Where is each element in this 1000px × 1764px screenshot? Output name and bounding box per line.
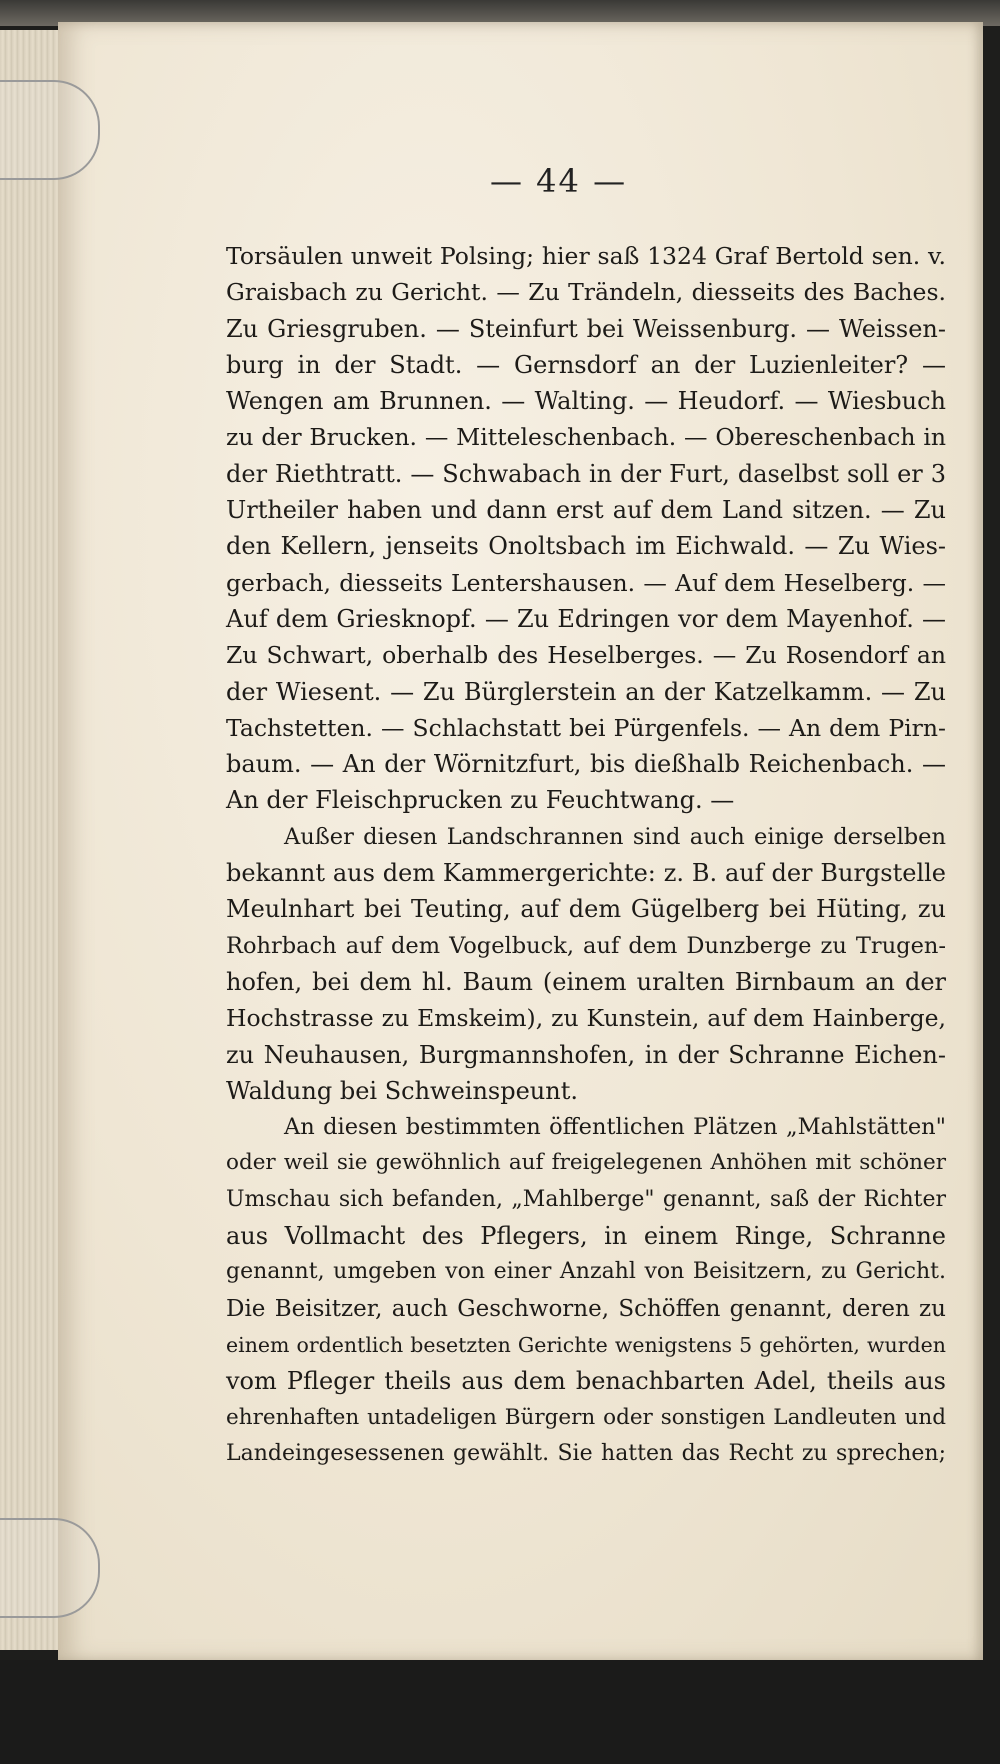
- text-line: hofen, bei dem hl. Baum (einem uralten Birnbaum an der: [226, 967, 946, 996]
- text-line: genannt, umgeben von einer Anzahl von Beisitzern, zu Gericht.: [226, 1259, 946, 1285]
- text-line: zu Neuhausen, Burgmannshofen, in der Schranne Eichen-: [226, 1040, 946, 1069]
- text-line: der Riethtratt. — Schwabach in der Furt, daselbst soll er 3: [226, 459, 946, 488]
- text-line: den Kellern, jenseits Onoltsbach im Eichwald. — Zu Wies-: [226, 532, 946, 561]
- text-line: Auf dem Griesknopf. — Zu Edringen vor dem Mayenhof. —: [226, 604, 946, 633]
- text-line: der Wiesent. — Zu Bürglerstein an der Katzelkamm. — Zu: [226, 677, 946, 706]
- page-number: — 44 —: [490, 162, 628, 200]
- bottom-edge-shadow: [0, 1660, 1000, 1764]
- text-line: Tachstetten. — Schlachstatt bei Pürgenfels. — An dem Pirn-: [226, 713, 946, 742]
- text-line: Urtheiler haben und dann erst auf dem Land sitzen. — Zu: [226, 496, 946, 525]
- text-line: Umschau sich befanden, „Mahlberge" genannt, saß der Richter: [226, 1186, 946, 1212]
- text-line: Graisbach zu Gericht. — Zu Trändeln, diesseits des Baches.: [226, 278, 946, 307]
- text-line: Hochstrasse zu Emskeim), zu Kunstein, auf dem Hainberge,: [226, 1004, 946, 1033]
- text-line: An diesen bestimmten öffentlichen Plätzen „Mahlstätten": [284, 1114, 946, 1141]
- text-line: vom Pfleger theils aus dem benachbarten Adel, theils aus: [226, 1367, 946, 1396]
- text-line: bekannt aus dem Kammergerichte: z. B. auf der Burgstelle: [226, 859, 946, 888]
- text-line: Meulnhart bei Teuting, auf dem Gügelberg bei Hüting, zu: [226, 895, 946, 924]
- text-line: zu der Brucken. — Mitteleschenbach. — Obereschenbach in: [226, 423, 946, 452]
- text-line: Wengen am Brunnen. — Walting. — Heudorf. — Wiesbuch: [226, 387, 946, 416]
- text-line: ehrenhaften untadeligen Bürgern oder sonstigen Landleuten und: [226, 1404, 946, 1430]
- text-line: Torsäulen unweit Polsing; hier saß 1324 Graf Bertold sen. v.: [226, 242, 946, 270]
- text-line: burg in der Stadt. — Gernsdorf an der Luzienleiter? —: [226, 350, 946, 379]
- text-line: Landeingesessenen gewählt. Sie hatten das Recht zu sprechen;: [226, 1440, 946, 1466]
- text-line: aus Vollmacht des Pflegers, in einem Ringe, Schranne: [226, 1222, 946, 1251]
- scanner-clip-bottom: [0, 1518, 100, 1618]
- text-line: Waldung bei Schweinspeunt.: [226, 1076, 578, 1105]
- text-line: Die Beisitzer, auch Geschworne, Schöffen genannt, deren zu: [226, 1295, 946, 1322]
- text-line: Zu Griesgruben. — Steinfurt bei Weissenburg. — Weissen-: [226, 314, 946, 343]
- body-text: [226, 238, 946, 1472]
- text-line: baum. — An der Wörnitzfurt, bis dießhalb Reichenbach. —: [226, 750, 946, 779]
- text-line: An der Fleischprucken zu Feuchtwang. —: [226, 786, 735, 815]
- text-line: gerbach, diesseits Lentershausen. — Auf dem Heselberg. —: [226, 568, 946, 597]
- text-line: Zu Schwart, oberhalb des Heselberges. — Zu Rosendorf an: [226, 641, 946, 670]
- text-line: Außer diesen Landschrannen sind auch einige derselben: [284, 823, 946, 850]
- scanner-clip-top: [0, 80, 100, 180]
- text-line: Rohrbach auf dem Vogelbuck, auf dem Dunzberge zu Trugen-: [226, 932, 946, 959]
- text-line: einem ordentlich besetzten Gerichte wenigstens 5 gehörten, wurden: [226, 1332, 946, 1357]
- text-line: oder weil sie gewöhnlich auf freigelegenen Anhöhen mit schöner: [226, 1150, 946, 1176]
